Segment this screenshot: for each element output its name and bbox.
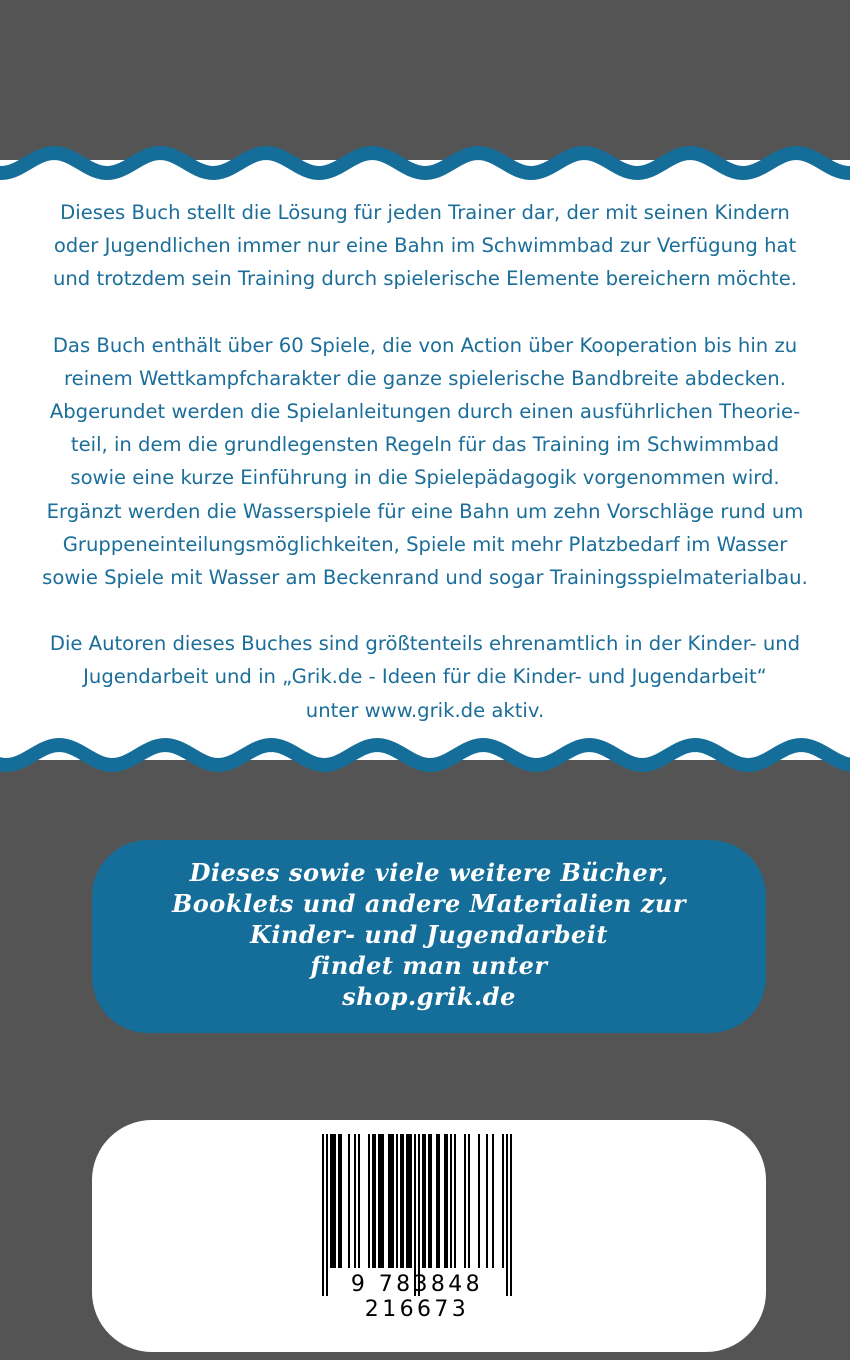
- barcode-bar: [368, 1134, 370, 1268]
- barcode-bar: [408, 1134, 410, 1268]
- barcode-bar: [392, 1134, 394, 1268]
- description-line: Das Buch enthält über 60 Spiele, die von Action über Kooperation bis hin zu: [52, 333, 798, 357]
- description-paragraph-3: [30, 627, 820, 727]
- description-line: Dieses Buch stellt die Lösung für jeden Trainer dar, der mit seinen Kindern: [60, 201, 790, 224]
- barcode-bar: [428, 1134, 430, 1268]
- barcode-bar: [374, 1134, 376, 1268]
- barcode-bar: [330, 1134, 332, 1268]
- barcode-bar: [400, 1134, 402, 1268]
- promo-url: shop.grik.de: [342, 982, 516, 1011]
- barcode-bar: [334, 1134, 336, 1268]
- description-line: Jugendarbeit und in „Grik.de - Ideen für die Kinder- und Jugendarbeit“: [83, 665, 767, 689]
- barcode-bar: [388, 1134, 390, 1268]
- description-line: und trotzdem sein Training durch spielerische Elemente bereichern möchte.: [52, 267, 798, 291]
- barcode-bar: [382, 1134, 384, 1268]
- barcode-bar: [492, 1134, 494, 1268]
- top-wave-border: [0, 138, 850, 188]
- barcode-bar: [372, 1134, 374, 1268]
- barcode-bar: [410, 1134, 412, 1268]
- barcode-bar: [358, 1134, 360, 1268]
- barcode-bar: [340, 1134, 342, 1268]
- description-line: Ergänzt werden die Wasserspiele für eine Bahn um zehn Vorschläge rund um: [46, 499, 804, 523]
- barcode-bar: [402, 1134, 404, 1268]
- barcode-bar: [422, 1134, 424, 1268]
- barcode-bar: [450, 1134, 452, 1268]
- barcode-bar: [454, 1134, 456, 1268]
- barcode-bar: [436, 1134, 438, 1268]
- description-line: Die Autoren dieses Buches sind größtenteils ehrenamtlich in der Kinder- und: [49, 632, 801, 656]
- description-line: sowie eine kurze Einführung in die Spielepädagogik vorgenommen wird.: [70, 466, 780, 490]
- description-line: unter www.grik.de aktiv.: [305, 698, 545, 722]
- barcode-bar: [378, 1134, 380, 1268]
- barcode-bar: [438, 1134, 440, 1268]
- bottom-wave-border: [0, 730, 850, 780]
- description-line: sowie Spiele mit Wasser am Beckenrand und sogar Trainingsspielmaterialbau.: [42, 566, 808, 590]
- barcode-bar: [468, 1134, 470, 1268]
- promo-line: Dieses sowie viele weitere Bücher,: [189, 858, 669, 887]
- barcode-bar: [380, 1134, 382, 1268]
- description-line: reinem Wettkampfcharakter die ganze spielerische Bandbreite abdecken.: [64, 366, 786, 390]
- description-paragraph-1: [30, 196, 820, 296]
- barcode-bar: [424, 1134, 426, 1268]
- barcode-bar: [502, 1134, 504, 1268]
- barcode-bar: [444, 1134, 446, 1268]
- barcode-bar: [354, 1134, 356, 1268]
- barcode-bar: [390, 1134, 392, 1268]
- barcode-bar: [446, 1134, 448, 1268]
- promo-line: findet man unter: [310, 951, 548, 980]
- barcode-bar: [348, 1134, 350, 1268]
- description-line: Gruppeneinteilungsmöglichkeiten, Spiele mit mehr Platzbedarf im Wasser: [62, 532, 788, 556]
- description-paragraph-2: [30, 329, 820, 595]
- barcode-bar: [338, 1134, 340, 1268]
- shop-promo-box: [92, 840, 766, 1033]
- promo-line: Booklets und andere Materialien zur: [172, 889, 686, 918]
- barcode-bar: [464, 1134, 466, 1268]
- description-line: Abgerundet werden die Spielanleitungen durch einen ausführlichen Theorie-: [49, 400, 801, 424]
- barcode-bar: [478, 1134, 480, 1268]
- barcode-bar: [396, 1134, 398, 1268]
- barcode-bar: [406, 1134, 408, 1268]
- description-line: oder Jugendlichen immer nur eine Bahn im Schwimmbad zur Verfügung hat: [53, 234, 797, 258]
- barcode-bar: [486, 1134, 488, 1268]
- promo-line: Kinder- und Jugendarbeit: [249, 920, 608, 949]
- description-line: teil, in dem die grundlegensten Regeln für das Training im Schwimmbad: [70, 433, 780, 457]
- isbn-number: 9 783848 216673: [350, 1272, 484, 1322]
- barcode-bar: [332, 1134, 334, 1268]
- book-description: [30, 196, 820, 727]
- barcode-bar: [430, 1134, 432, 1268]
